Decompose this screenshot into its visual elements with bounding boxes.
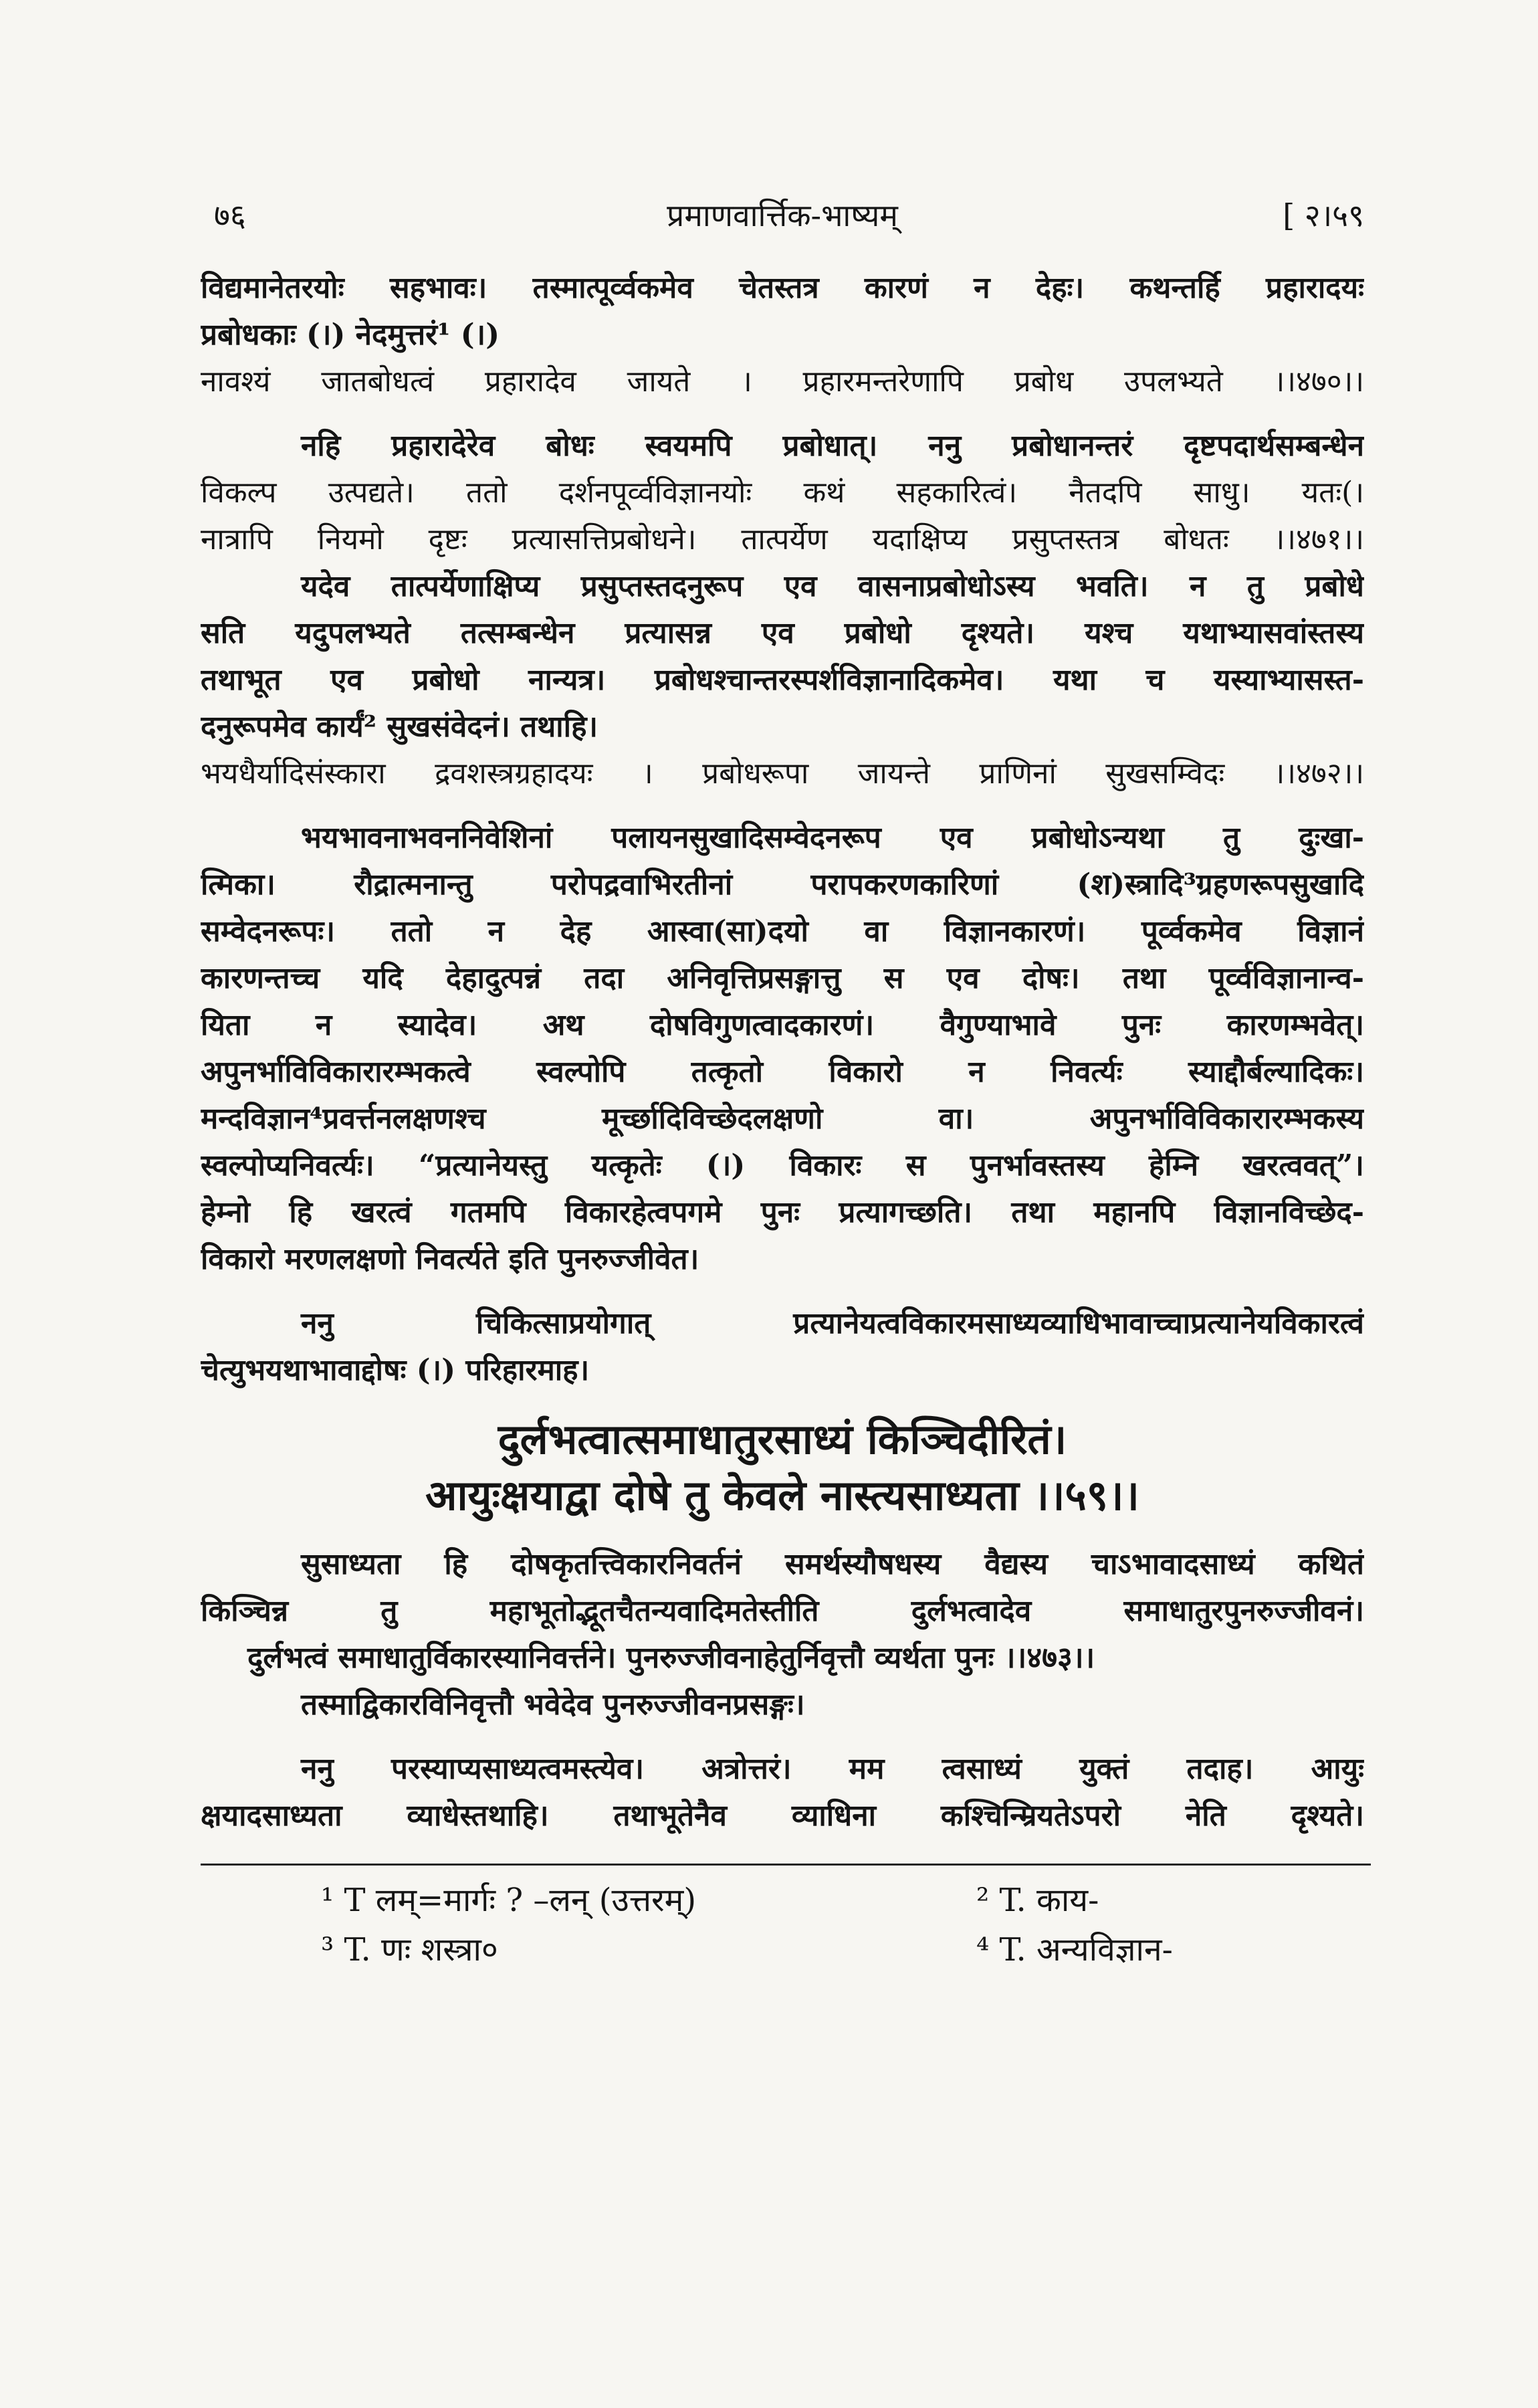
text-line: सुसाध्यता हि दोषकृतत्त्विकारनिवर्तनं समर्थस्यौषधस्य वैद्यस्य चाऽभावादसाध्यं कथितं	[301, 1547, 1364, 1581]
text-line: विकारो मरणलक्षणो निवर्त्यते इति पुनरुज्जीवेत।	[201, 1242, 699, 1276]
text-line: प्रबोधकाः (।) नेदमुत्तरं¹ (।)	[201, 318, 500, 352]
text-line: नहि प्रहारादेरेव बोधः स्वयमपि प्रबोधात्। ननु प्रबोधानन्तरं दृष्टपदार्थसम्बन्धेन	[301, 429, 1364, 463]
text-line: भयभावनाभवननिवेशिनां पलायनसुखादिसम्वेदनरूप एव प्रबोधोऽन्यथा तु दुःखा-	[301, 821, 1364, 855]
karika-471: नात्रापि नियमो दृष्टः प्रत्यासत्तिप्रबोधने। तात्पर्येण यदाक्षिप्य प्रसुप्तस्तत्र बोधतः ।।४७१।।	[201, 522, 1364, 557]
footnote-divider	[201, 1864, 1371, 1866]
text-line: विद्यमानेतरयोः सहभावः। तस्मात्पूर्व्वकमेव चेतस्तत्र कारणं न देहः। कथन्तर्हि प्रहारादयः	[201, 271, 1364, 305]
text-line: ननु परस्याप्यसाध्यत्वमस्त्येव। अत्रोत्तरं। मम त्वसाध्यं युक्तं तदाह। आयुः	[301, 1752, 1364, 1786]
text-line: त्मिका। रौद्रात्मनान्तु परोपद्रवाभिरतीनां परापकरणकारिणां (श)स्त्रादि³ग्रहणरूपसुखादि	[201, 868, 1364, 902]
text-line: विकल्प उत्पद्यते। ततो दर्शनपूर्व्वविज्ञानयोः कथं सहकारित्वं। नैतदपि साधु। यतः(।	[201, 476, 1364, 510]
text-line: हेम्नो हि खरत्वं गतमपि विकारहेत्वपगमे पुनः प्रत्यागच्छति। तथा महानपि विज्ञानविच्छेद-	[201, 1195, 1364, 1229]
text-line: चेत्युभयथाभावाद्दोषः (।) परिहारमाह।	[201, 1353, 590, 1387]
karika-59-line-2: आयुःक्षयाद्वा दोषे तु केवले नास्त्यसाध्यता ।।५९।।	[425, 1471, 1139, 1520]
footnote-row	[201, 1927, 1364, 1977]
text-line: कारणन्तच्च यदि देहादुत्पन्नं तदा अनिवृत्तिप्रसङ्गात्तु स एव दोषः। तथा पूर्व्वविज्ञानान्व-	[201, 961, 1364, 995]
text-line: किञ्चिन्न तु महाभूतोद्भूतचैतन्यवादिमतेस्तीति दुर्लभत्वादेव समाधातुरपुनरुज्जीवनं।	[201, 1594, 1364, 1628]
text-line: दनुरूपमेव कार्यं² सुखसंवेदनं। तथाहि।	[201, 710, 598, 744]
text-line: तथाभूत एव प्रबोधो नान्यत्र। प्रबोधश्चान्तरस्पर्शविज्ञानादिकमेव। यथा च यस्याभ्यासस्त-	[201, 663, 1364, 697]
text-line: यिता न स्यादेव। अथ दोषविगुणत्वादकारणं। वैगुण्याभावे पुनः कारणम्भवेत्।	[201, 1008, 1364, 1042]
text-line: सम्वेदनरूपः। ततो न देह आस्वा(सा)दयो वा विज्ञानकारणं। पूर्व्वकमेव विज्ञानं	[201, 914, 1364, 948]
text-line: सति यदुपलभ्यते तत्सम्बन्धेन प्रत्यासन्न एव प्रबोधो दृश्यते। यश्च यथाभ्यासवांस्तस्य	[201, 616, 1364, 650]
footnote-3: ³ T. णः शस्त्रा०	[321, 1931, 498, 1969]
footnote-4: ⁴ T. अन्यविज्ञान-	[976, 1931, 1173, 1969]
karika-472: भयधैर्यादिसंस्कारा द्रवशस्त्रग्रहादयः । प्रबोधरूपा जायन्ते प्राणिनां सुखसम्विदः ।।४७२।।	[201, 757, 1364, 791]
karika-470: नावश्यं जातबोधत्वं प्रहारादेव जायते । प्रहारमन्तरेणापि प्रबोध उपलभ्यते ।।४७०।।	[201, 365, 1364, 399]
text-line: मन्दविज्ञान⁴प्रवर्त्तनलक्षणश्च मूर्च्छादिविच्छेदलक्षणो वा। अपुनर्भाविविकारारम्भकस्य	[201, 1102, 1364, 1136]
page-number: ७६	[214, 197, 246, 233]
page	[201, 194, 1364, 2368]
text-line: अपुनर्भाविविकारारम्भकत्वे स्वल्पोपि तत्कृतो विकारो न निवर्त्यः स्याद्दौर्बल्यादिकः।	[201, 1055, 1364, 1089]
text-line: यदेव तात्पर्येणाक्षिप्य प्रसुप्तस्तदनुरूप एव वासनाप्रबोधोऽस्य भवति। न तु प्रबोधे	[301, 569, 1364, 603]
footnote-2: ² T. काय-	[976, 1882, 1099, 1919]
running-title: प्रमाणवार्त्तिक-भाष्यम्	[667, 197, 898, 233]
text-line: ननु चिकित्साप्रयोगात् प्रत्यानेयत्वविकारमसाध्यव्याधिभावाच्चाप्रत्यानेयविकारत्वं	[301, 1306, 1364, 1340]
text-line: क्षयादसाध्यता व्याधेस्तथाहि। तथाभूतेनैव व्याधिना कश्चिन्म्रियतेऽपरो नेति दृश्यते।	[201, 1799, 1364, 1833]
karika-473: दुर्लभत्वं समाधातुर्विकारस्यानिवर्त्तने। पुनरुज्जीवनाहेतुर्निवृत्तौ व्यर्थता पुनः ।।४७३।।	[247, 1641, 1095, 1675]
page-header	[201, 194, 1364, 247]
karika-59-line-1: दुर्लभत्वात्समाधातुरसाध्यं किञ्चिदीरितं।	[498, 1415, 1067, 1464]
footnote-row	[201, 1878, 1364, 1927]
text-line: तस्माद्विकारविनिवृत्तौ भवेदेव पुनरुज्जीवनप्रसङ्गः।	[301, 1688, 805, 1722]
verse-reference: [ २।५९	[1283, 197, 1364, 233]
text-line: स्वल्पोप्यनिवर्त्यः। “प्रत्यानेयस्तु यत्कृतेः (।) विकारः स पुनर्भावस्तस्य हेम्नि खरत्ववत्”।	[201, 1148, 1364, 1183]
footnote-1: ¹ T लम्=मार्गः ? –लन् (उत्तरम्)	[321, 1882, 697, 1919]
